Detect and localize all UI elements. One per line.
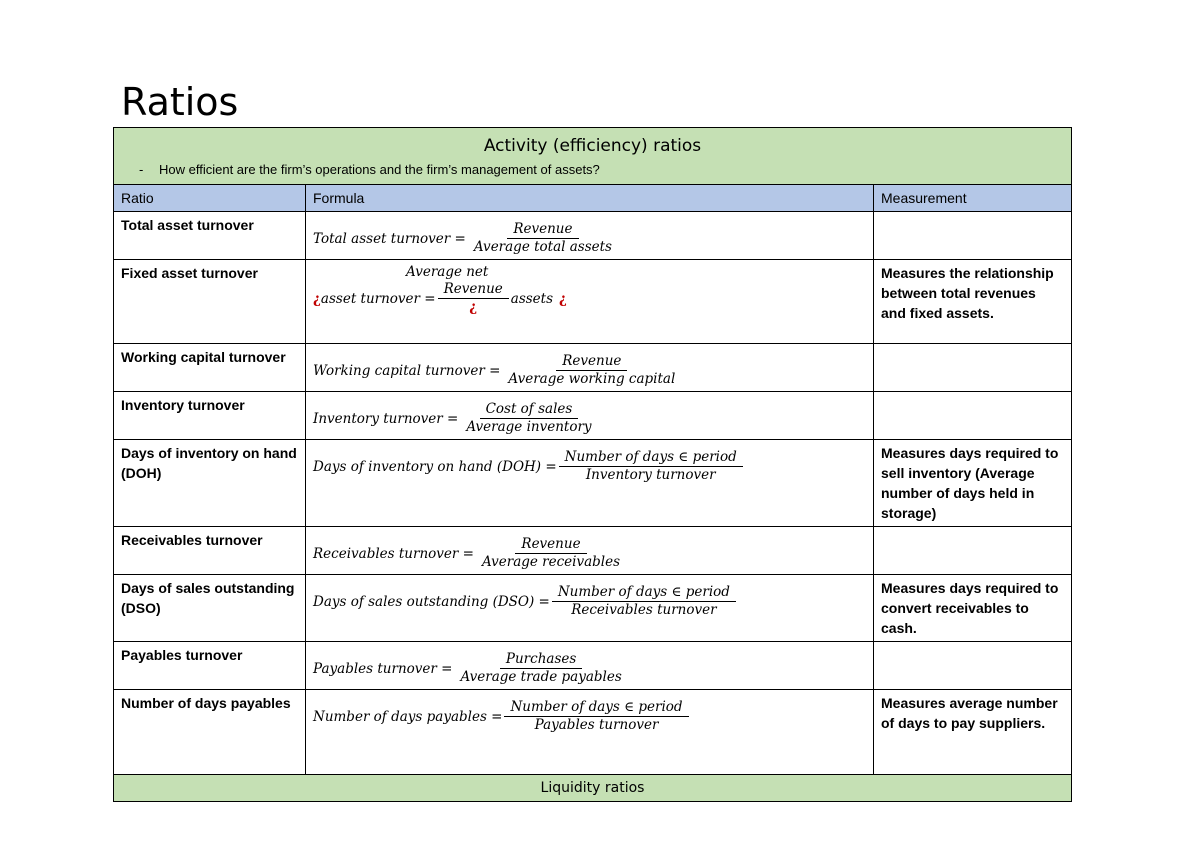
fraction xyxy=(559,449,743,484)
denominator: Average total assets xyxy=(473,239,612,255)
formula-cell xyxy=(306,392,874,440)
formula-cell xyxy=(306,690,874,775)
denominator: Payables turnover xyxy=(534,717,659,733)
column-header-formula: Formula xyxy=(306,185,874,212)
next-section-title: Liquidity ratios xyxy=(114,775,1072,802)
formula xyxy=(313,693,866,734)
numerator: Revenue xyxy=(515,536,586,554)
column-header-ratio: Ratio xyxy=(114,185,306,212)
formula-cell xyxy=(306,575,874,642)
formula-tail: assets xyxy=(510,290,554,307)
numerator: Purchases xyxy=(500,651,582,669)
formula xyxy=(313,215,866,256)
fraction xyxy=(460,401,597,436)
formula-lhs: asset turnover = xyxy=(320,290,436,307)
fraction xyxy=(468,221,618,256)
section-header-row xyxy=(114,128,1072,185)
table-row xyxy=(114,212,1072,260)
formula-lhs: Receivables turnover = xyxy=(313,545,474,562)
numerator: Revenue xyxy=(438,281,509,299)
ratio-name: Working capital turnover xyxy=(114,344,306,392)
bullet-dash: - xyxy=(139,162,144,177)
column-header-measurement: Measurement xyxy=(874,185,1072,212)
formula-cell xyxy=(306,440,874,527)
numerator: Cost of sales xyxy=(480,401,579,419)
formula-cell xyxy=(306,527,874,575)
numerator: Number of days ∈ period xyxy=(552,584,736,602)
measurement: Measures days required to sell inventory (Average number of days held in storage) xyxy=(874,440,1072,527)
table-row xyxy=(114,260,1072,344)
formula-cell xyxy=(306,642,874,690)
denominator: ¿ xyxy=(469,299,478,315)
missing-glyph-marker: ¿ xyxy=(313,290,321,307)
table-row xyxy=(114,642,1072,690)
column-header-row xyxy=(114,185,1072,212)
section-question xyxy=(121,161,1064,179)
activity-ratios-table xyxy=(113,127,1072,802)
table-row xyxy=(114,575,1072,642)
fraction xyxy=(438,281,509,316)
denominator: Average inventory xyxy=(466,419,592,435)
numerator: Number of days ∈ period xyxy=(559,449,743,467)
ratio-name: Receivables turnover xyxy=(114,527,306,575)
page-title: Ratios xyxy=(121,80,239,124)
ratio-name: Total asset turnover xyxy=(114,212,306,260)
formula xyxy=(313,443,866,484)
measurement xyxy=(874,527,1072,575)
measurement xyxy=(874,642,1072,690)
question-text: How efficient are the firm’s operations and the firm’s management of assets? xyxy=(159,162,600,177)
denominator: Receivables turnover xyxy=(571,602,717,618)
formula-lhs: Working capital turnover = xyxy=(313,362,501,379)
formula-top-text: Average net xyxy=(406,264,489,280)
formula xyxy=(313,347,866,388)
measurement: Measures average number of days to pay suppliers. xyxy=(874,690,1072,775)
measurement: Measures days required to convert receivables to cash. xyxy=(874,575,1072,642)
formula-cell xyxy=(306,212,874,260)
ratio-name: Payables turnover xyxy=(114,642,306,690)
ratio-name: Number of days payables xyxy=(114,690,306,775)
formula xyxy=(313,281,866,316)
formula-lhs: Number of days payables = xyxy=(313,708,503,725)
formula xyxy=(313,395,866,436)
table-row xyxy=(114,527,1072,575)
fraction xyxy=(476,536,626,571)
formula xyxy=(313,645,866,686)
measurement xyxy=(874,344,1072,392)
denominator: Average trade payables xyxy=(460,669,622,685)
formula-lhs: Total asset turnover = xyxy=(313,230,466,247)
formula xyxy=(313,578,866,619)
next-section-row xyxy=(114,775,1072,802)
fraction xyxy=(504,699,688,734)
formula xyxy=(313,530,866,571)
fraction xyxy=(552,584,736,619)
section-title: Activity (efficiency) ratios xyxy=(483,136,702,156)
formula-cell xyxy=(306,344,874,392)
measurement: Measures the relationship between total revenues and fixed assets. xyxy=(874,260,1072,344)
denominator: Inventory turnover xyxy=(585,467,716,483)
table-row xyxy=(114,440,1072,527)
formula-lhs: Payables turnover = xyxy=(313,660,453,677)
formula-cell xyxy=(306,260,874,344)
denominator: Average receivables xyxy=(481,554,621,570)
numerator: Number of days ∈ period xyxy=(504,699,688,717)
fraction xyxy=(502,353,681,388)
measurement xyxy=(874,212,1072,260)
ratio-name: Fixed asset turnover xyxy=(114,260,306,344)
ratio-name: Days of inventory on hand (DOH) xyxy=(114,440,306,527)
measurement xyxy=(874,392,1072,440)
missing-glyph-marker: ¿ xyxy=(559,290,567,307)
formula-lhs: Days of sales outstanding (DSO) = xyxy=(313,593,550,610)
ratio-name: Inventory turnover xyxy=(114,392,306,440)
denominator: Average working capital xyxy=(508,371,676,387)
ratio-name: Days of sales outstanding (DSO) xyxy=(114,575,306,642)
numerator: Revenue xyxy=(556,353,627,371)
fraction xyxy=(454,651,627,686)
table-row xyxy=(114,690,1072,775)
formula-lhs: Inventory turnover = xyxy=(313,410,459,427)
section-header-cell xyxy=(114,128,1072,185)
table-row xyxy=(114,392,1072,440)
table-row xyxy=(114,344,1072,392)
formula-lhs: Days of inventory on hand (DOH) = xyxy=(313,458,557,475)
numerator: Revenue xyxy=(507,221,578,239)
